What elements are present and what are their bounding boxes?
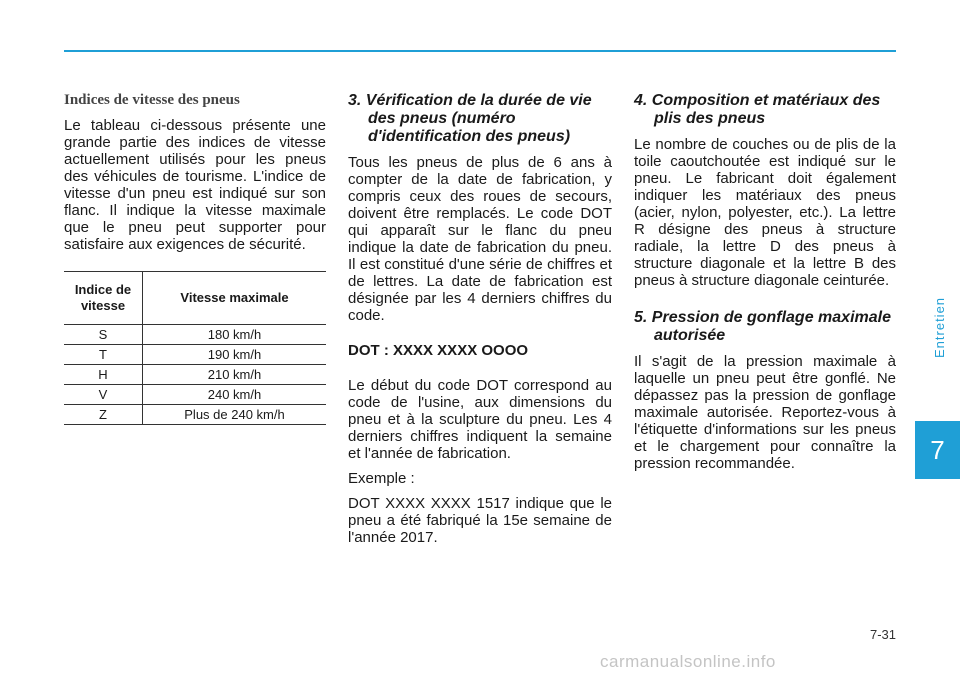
dot-code-format: DOT : XXXX XXXX OOOO <box>348 342 529 359</box>
table-cell-index: T <box>64 345 143 365</box>
table-row <box>64 405 326 425</box>
tire-age-text: Tous les pneus de plus de 6 ans à compter de la date de fabrication, y compris ceux des roues de secours, doivent être remplacés. Le code DOT qui apparaît sur le flanc du pneu indique la date de fabrication du pneu. Il est constitué d'une série de chiffres et de lettres. La date de fabrication est désignée par les 4 derniers chiffres du code. <box>348 154 612 324</box>
table-row <box>64 365 326 385</box>
speed-index-text: Le tableau ci-dessous présente une grande partie des indices de vitesse actuellement utilisés pour les pneus des véhicules de tourisme. L'indice de vitesse d'un pneu est indiqué sur son flanc. Il indique la vitesse maximale que le pneu peut supporter pour satisfaire aux exigences de sécurité. <box>64 117 326 253</box>
table-cell-speed: Plus de 240 km/h <box>143 405 327 425</box>
table-row <box>64 325 326 345</box>
heading-ply-composition: 4. Composition et matériaux des plis des pneus <box>634 92 881 127</box>
column-tire-age <box>348 90 612 554</box>
table-header-row <box>64 272 326 325</box>
dot-explanation-text: Le début du code DOT correspond au code de l'usine, aux dimensions du pneu et à la sculpture du pneu. Les 4 derniers chiffres indiquent la semaine et l'année de fabrication. <box>348 377 612 462</box>
table-header-max-speed: Vitesse maximale <box>143 272 327 325</box>
table-cell-speed: 180 km/h <box>143 325 327 345</box>
table-cell-speed: 190 km/h <box>143 345 327 365</box>
example-label: Exemple : <box>348 470 415 487</box>
chapter-label: Entretien <box>932 296 947 358</box>
table-cell-index: S <box>64 325 143 345</box>
speed-index-table <box>64 271 326 425</box>
column-speed-index <box>64 90 326 425</box>
top-rule <box>64 50 896 52</box>
max-pressure-text: Il s'agit de la pression maximale à laquelle un pneu peut être gonflé. Ne dépassez pas la pression de gonflage maximale autorisée. Reportez-vous à l'étiquette d'informations sur les pneus et le chargement pour connaître la pression recommandée. <box>634 353 896 472</box>
table-row <box>64 345 326 365</box>
ply-composition-text: Le nombre de couches ou de plis de la toile caoutchoutée est indiqué sur le pneu. Le fabricant doit également indiquer les matériaux des pneus (acier, nylon, polyester, etc.). La lettre R désigne des pneus à structure radiale, la lettre D des pneus à structure diagonale et la lettre B des pneus à structure diagonale ceinturée. <box>634 136 896 289</box>
page-number: 7-31 <box>869 627 896 642</box>
table-cell-index: Z <box>64 405 143 425</box>
watermark: carmanualsonline.info <box>600 652 776 671</box>
example-text: DOT XXXX XXXX 1517 indique que le pneu a été fabriqué la 15e semaine de l'année 2017. <box>348 495 612 546</box>
table-cell-speed: 240 km/h <box>143 385 327 405</box>
table-row <box>64 385 326 405</box>
heading-max-pressure: 5. Pression de gonflage maximale autorisée <box>634 309 891 344</box>
section-title-speed-index: Indices de vitesse des pneus <box>64 92 240 108</box>
column-ply-and-pressure <box>634 90 896 480</box>
table-cell-index: H <box>64 365 143 385</box>
table-header-index: Indice de vitesse <box>64 272 143 325</box>
heading-tire-age: 3. Vérification de la durée de vie des pneus (numéro d'identification des pneus) <box>348 92 592 145</box>
chapter-tab: 7 <box>915 421 960 479</box>
table-cell-index: V <box>64 385 143 405</box>
table-cell-speed: 210 km/h <box>143 365 327 385</box>
